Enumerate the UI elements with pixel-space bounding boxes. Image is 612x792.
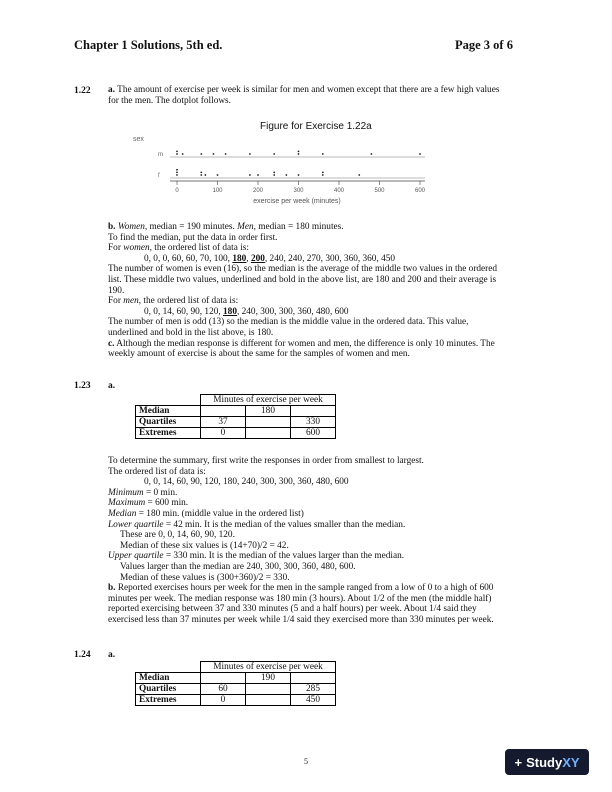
- text: = 180 min. (middle value in the ordered list): [136, 508, 304, 519]
- table-header: Minutes of exercise per week: [201, 662, 336, 673]
- chapter-title: Chapter 1 Solutions, 5th ed.: [74, 38, 223, 52]
- row-label: Extremes: [136, 695, 201, 706]
- exercise-number-1-22: 1.22: [74, 86, 91, 96]
- underlined-value: 200: [250, 253, 265, 264]
- dotplot-chart: [125, 132, 445, 208]
- x-axis-title: exercise per week (minutes): [253, 198, 341, 205]
- text: reported exercising between 37 and 330 minutes (5 and a half hours) per week. About 1/4 said they: [108, 604, 477, 615]
- text: = 600 min.: [145, 498, 189, 509]
- text: underlined and bold in the list above, is 180.: [108, 327, 274, 338]
- text: The number of men is odd (13) so the median is the middle value in the ordered data. This value,: [108, 317, 469, 328]
- data-point-m: [213, 153, 215, 155]
- text: For: [108, 243, 124, 254]
- text: The ordered list of data is:: [108, 466, 206, 477]
- part-label: b.: [108, 583, 116, 594]
- table-cell: [246, 417, 291, 428]
- data-point-f: [358, 174, 360, 176]
- data-point-f: [249, 174, 251, 176]
- data-point-f: [322, 174, 324, 176]
- text: minutes per week. The median response was 180 min (3 hours). About 1/2 of the men (the middle half): [108, 593, 492, 604]
- table-cell: 330: [291, 417, 336, 428]
- text: ,: [246, 253, 251, 264]
- empty-cell: [136, 662, 201, 673]
- term: Minimum: [108, 487, 144, 498]
- text: For: [108, 296, 124, 307]
- figure-title: Figure for Exercise 1.22a: [260, 121, 372, 132]
- term: women: [123, 243, 150, 254]
- page-indicator: Page 3 of 6: [455, 38, 513, 52]
- empty-cell: [136, 395, 201, 406]
- table-cell: 60: [201, 684, 246, 695]
- data-point-f: [176, 172, 178, 174]
- row-label-m: m: [158, 152, 163, 158]
- table-cell: 600: [291, 428, 336, 439]
- table-cell: [201, 673, 246, 684]
- table-cell: 450: [291, 695, 336, 706]
- data-point-f: [176, 174, 178, 176]
- row-label-f: f: [158, 173, 160, 179]
- part-label: a.: [108, 85, 115, 95]
- summary-table-1-23: [135, 394, 336, 439]
- data-point-f: [200, 174, 202, 176]
- table-row: [136, 417, 336, 428]
- data-point-f: [204, 174, 206, 176]
- table-cell: 0: [201, 695, 246, 706]
- term: Men: [237, 222, 254, 232]
- x-tick-label: 100: [212, 188, 223, 194]
- x-tick-label: 0: [175, 188, 179, 194]
- row-label: Median: [136, 406, 201, 417]
- data-point-m: [225, 153, 227, 155]
- term: Median: [108, 508, 137, 519]
- plus-icon: +: [514, 754, 523, 770]
- text: for the men. The dotplot follows.: [108, 95, 231, 106]
- exercise-number-1-23: 1.23: [74, 381, 91, 391]
- data-point-m: [200, 153, 202, 155]
- term: Lower quartile: [108, 519, 164, 530]
- underlined-value: 180: [232, 253, 247, 264]
- part-label: a.: [108, 381, 116, 391]
- data-list: 0, 0, 0, 60, 60, 70, 100,: [144, 253, 233, 264]
- term: Upper quartile: [108, 551, 164, 562]
- text: , median = 180 minutes.: [253, 222, 344, 232]
- row-label: Quartiles: [136, 684, 201, 695]
- data-point-m: [182, 153, 184, 155]
- part-label: c.: [108, 338, 115, 349]
- text: Median of these values is (300+360)/2 = 330.: [120, 572, 290, 583]
- text: To determine the summary, first write the responses in order from smallest to largest.: [108, 456, 424, 466]
- text: , the ordered list of data is:: [138, 296, 239, 307]
- x-tick-label: 600: [414, 188, 426, 194]
- text: Values larger than the median are 240, 300, 300, 360, 480, 600.: [120, 561, 356, 572]
- data-point-f: [273, 172, 275, 174]
- text: exercised less than 37 minutes per week while 1/4 said they exercised more than 330 minutes per week.: [108, 614, 494, 625]
- x-tick-label: 200: [252, 188, 264, 194]
- table-cell: 0: [201, 428, 246, 439]
- data-point-m: [322, 153, 324, 155]
- table-cell: [246, 684, 291, 695]
- data-point-f: [285, 174, 287, 176]
- table-cell: 37: [201, 417, 246, 428]
- table-cell: 190: [246, 673, 291, 684]
- x-tick-label: 300: [293, 188, 304, 194]
- data-point-f: [176, 169, 178, 171]
- data-point-f: [298, 174, 300, 176]
- data-point-m: [176, 151, 178, 153]
- table-row: [136, 695, 336, 706]
- data-points: [176, 151, 421, 176]
- table-header: Minutes of exercise per week: [201, 395, 336, 406]
- data-point-f: [257, 174, 259, 176]
- table-cell: [246, 428, 291, 439]
- data-point-m: [176, 153, 178, 155]
- x-axis-ticks: [175, 181, 425, 194]
- text: Although the median response is different for women and men, the difference is only 10 minutes. The: [114, 338, 495, 349]
- data-point-f: [322, 172, 324, 174]
- data-list: , 240, 300, 300, 360, 480, 600: [236, 306, 349, 317]
- data-point-m: [298, 151, 300, 153]
- exercise-1-22-part-b: [108, 222, 568, 360]
- group-label: sex: [133, 136, 144, 143]
- exercise-1-23-body: [108, 456, 568, 626]
- term: men: [123, 296, 139, 307]
- text: , median = 190 minutes.: [144, 222, 238, 232]
- table-cell: [246, 695, 291, 706]
- exercise-number-1-24: 1.24: [74, 650, 91, 660]
- logo-accent-text: XY: [562, 754, 580, 770]
- term: Women: [117, 222, 145, 232]
- x-tick-label: 400: [333, 188, 345, 194]
- page-number: 5: [304, 757, 308, 766]
- text: To find the median, put the data in order first.: [108, 232, 278, 243]
- data-list: 0, 0, 14, 60, 90, 120,: [144, 306, 224, 317]
- table-row: [136, 673, 336, 684]
- table-row: [136, 428, 336, 439]
- text: = 330 min. It is the median of the values larger than the median.: [163, 551, 405, 562]
- row-label: Quartiles: [136, 417, 201, 428]
- summary-table-1-24: [135, 661, 336, 706]
- table-row: [136, 684, 336, 695]
- table-cell: 180: [246, 406, 291, 417]
- data-point-f: [217, 174, 219, 176]
- studyxy-logo[interactable]: [505, 749, 589, 775]
- x-tick-label: 500: [374, 188, 385, 194]
- table-cell: [291, 673, 336, 684]
- table-cell: 285: [291, 684, 336, 695]
- logo-text: Study: [526, 754, 563, 770]
- data-point-m: [298, 153, 300, 155]
- text: , the ordered list of data is:: [149, 243, 249, 254]
- text: = 0 min.: [143, 487, 178, 498]
- text: These are 0, 0, 14, 60, 90, 120.: [120, 530, 235, 541]
- text: Reported exercises hours per week for the men in the sample ranged from a low of 0 to a high of 600: [115, 583, 494, 594]
- data-point-m: [419, 153, 421, 155]
- data-point-m: [249, 153, 251, 155]
- part-label: b.: [108, 222, 116, 232]
- text: list. These middle two values, underlined and bold in the above list, are 180 and 200 and their average is: [108, 274, 497, 285]
- data-list: 0, 0, 14, 60, 90, 120, 180, 240, 300, 300, 360, 480, 600: [144, 477, 349, 488]
- row-label: Extremes: [136, 428, 201, 439]
- data-point-m: [371, 153, 373, 155]
- text: The amount of exercise per week is similar for men and women except that there are a few high values: [117, 85, 500, 95]
- text: Median of these six values is (14+70)/2 = 42.: [120, 540, 289, 551]
- table-row: [136, 406, 336, 417]
- term: Maximum: [108, 498, 146, 509]
- part-label: a.: [108, 650, 116, 660]
- text: 190.: [108, 285, 125, 296]
- text: The number of women is even (16), so the median is the average of the middle two values in the ordered: [108, 264, 498, 275]
- table-cell: [201, 406, 246, 417]
- data-point-m: [273, 153, 275, 155]
- data-point-f: [200, 172, 202, 174]
- exercise-1-22-part-a: [108, 85, 558, 106]
- text: weekly amount of exercise is about the same for the samples of women and men.: [108, 349, 410, 360]
- data-list: , 240, 240, 270, 300, 360, 360, 450: [264, 253, 396, 264]
- data-point-f: [273, 174, 275, 176]
- row-label: Median: [136, 673, 201, 684]
- text: = 42 min. It is the median of the values smaller than the median.: [163, 519, 406, 530]
- table-cell: [291, 406, 336, 417]
- underlined-value: 180: [223, 306, 237, 317]
